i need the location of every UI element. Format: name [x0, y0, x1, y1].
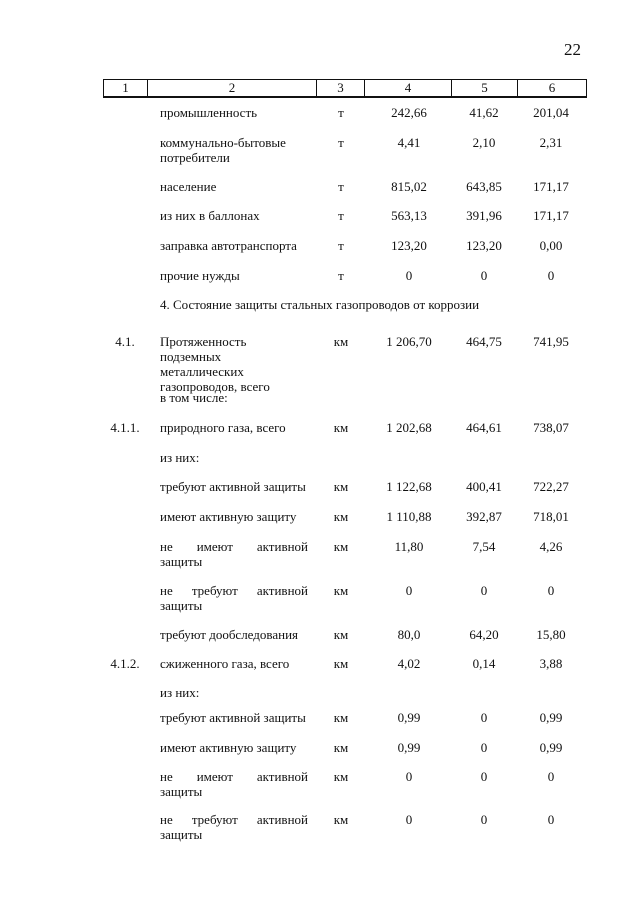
row-value-4: 80,0 [397, 627, 421, 642]
row-value-6: 4,26 [539, 539, 563, 554]
column-number-1: 1 [104, 80, 148, 98]
row-value-4: 1 122,68 [386, 479, 432, 494]
row-value-5: 0 [480, 268, 488, 283]
section-title: 4. Состояние защиты стальных газопроводов от коррозии [160, 297, 480, 312]
row-value-5: 0 [480, 769, 488, 784]
row-value-6: 718,01 [533, 509, 569, 524]
row-value-6: 0,99 [539, 740, 563, 755]
row-value-6: 3,88 [539, 656, 563, 671]
row-value-4: 0 [405, 769, 413, 784]
row-name: имеют активную защиту [160, 509, 297, 524]
row-value-5: 0 [480, 583, 488, 598]
row-value-4: 1 202,68 [386, 420, 432, 435]
row-value-6: 171,17 [533, 179, 569, 194]
column-number-6: 6 [518, 80, 587, 98]
row-value-6: 0 [547, 583, 555, 598]
row-name-line-1: не имеют активной [160, 769, 308, 784]
row-name-line-1: не имеют активной [160, 539, 308, 554]
subheading: в том числе: [160, 390, 228, 405]
column-number-5: 5 [452, 80, 518, 98]
row-name: имеют активную защиту [160, 740, 297, 755]
row-name [160, 135, 308, 165]
row-unit: т [338, 105, 344, 120]
row-value-5: 392,87 [466, 509, 502, 524]
row-value-5: 391,96 [466, 208, 502, 223]
row-name-line-2: потребители [160, 150, 230, 165]
row-unit: т [338, 238, 344, 253]
row-name: промышленность [160, 105, 258, 120]
row-unit: км [333, 539, 349, 554]
row-unit: т [338, 179, 344, 194]
subheading: из них: [160, 450, 200, 465]
row-value-4: 11,80 [394, 539, 424, 554]
row-value-4: 563,13 [391, 208, 427, 223]
row-value-5: 41,62 [469, 105, 499, 120]
row-value-5: 64,20 [469, 627, 499, 642]
row-name-line-2: подземных металлических [160, 349, 244, 379]
row-name: требуют дообследования [160, 627, 299, 642]
row-value-5: 0,14 [472, 656, 496, 671]
row-name-line-1: не требуют активной [160, 583, 308, 598]
row-name-line-2: защиты [160, 827, 203, 842]
row-value-4: 123,20 [391, 238, 427, 253]
row-value-4: 4,41 [397, 135, 421, 150]
row-unit: км [333, 740, 349, 755]
row-value-5: 0 [480, 710, 488, 725]
row-value-5: 7,54 [472, 539, 496, 554]
row-name: прочие нужды [160, 268, 240, 283]
row-unit: км [333, 812, 349, 827]
row-value-4: 1 206,70 [386, 334, 432, 349]
row-name [160, 539, 308, 569]
row-value-5: 0 [480, 812, 488, 827]
row-name: из них в баллонах [160, 208, 260, 223]
row-value-5: 400,41 [466, 479, 502, 494]
row-unit: т [338, 268, 344, 283]
row-value-5: 0 [480, 740, 488, 755]
row-unit: т [338, 135, 344, 150]
row-value-6: 741,95 [533, 334, 569, 349]
row-name [160, 769, 308, 799]
row-value-6: 738,07 [533, 420, 569, 435]
row-unit: т [338, 208, 344, 223]
row-name-line-2: защиты [160, 784, 203, 799]
row-unit: км [333, 769, 349, 784]
row-value-4: 0,99 [397, 740, 421, 755]
column-header-row [103, 79, 587, 98]
row-value-4: 0 [405, 812, 413, 827]
row-unit: км [333, 656, 349, 671]
row-value-4: 1 110,88 [386, 509, 432, 524]
row-value-4: 242,66 [391, 105, 427, 120]
row-value-6: 0 [547, 769, 555, 784]
row-name [160, 812, 308, 842]
row-value-4: 815,02 [391, 179, 427, 194]
row-name-line-1: Протяженность [160, 334, 247, 349]
row-name: требуют активной защиты [160, 479, 306, 494]
row-number: 4.1.2. [110, 656, 140, 671]
row-value-6: 171,17 [533, 208, 569, 223]
subheading: из них: [160, 685, 200, 700]
row-name: требуют активной защиты [160, 710, 306, 725]
column-number-2: 2 [148, 80, 317, 98]
row-name: сжиженного газа, всего [160, 656, 290, 671]
row-value-4: 0 [405, 583, 413, 598]
row-name [160, 583, 308, 613]
row-name: население [160, 179, 217, 194]
row-name-line-2: защиты [160, 554, 203, 569]
row-value-6: 0 [547, 812, 555, 827]
page-number: 22 [564, 40, 581, 59]
row-value-5: 464,61 [466, 420, 502, 435]
column-number-4: 4 [365, 80, 452, 98]
row-number: 4.1. [115, 334, 135, 349]
row-value-6: 0 [547, 268, 555, 283]
row-unit: км [333, 710, 349, 725]
row-name-line-1: коммунально-бытовые [160, 135, 286, 150]
row-unit: км [333, 334, 349, 349]
row-unit: км [333, 420, 349, 435]
row-name-line-1: не требуют активной [160, 812, 308, 827]
row-value-5: 464,75 [466, 334, 502, 349]
row-value-6: 0,00 [539, 238, 563, 253]
row-unit: км [333, 479, 349, 494]
row-value-4: 0 [405, 268, 413, 283]
column-number-3: 3 [317, 80, 365, 98]
row-value-6: 2,31 [539, 135, 563, 150]
row-unit: км [333, 627, 349, 642]
row-value-5: 643,85 [466, 179, 502, 194]
row-unit: км [333, 509, 349, 524]
row-value-6: 15,80 [536, 627, 566, 642]
row-value-6: 722,27 [533, 479, 569, 494]
row-name [160, 334, 308, 394]
row-value-5: 2,10 [472, 135, 496, 150]
row-value-4: 0,99 [397, 710, 421, 725]
row-name-line-2: защиты [160, 598, 203, 613]
row-name: природного газа, всего [160, 420, 286, 435]
row-name: заправка автотранспорта [160, 238, 297, 253]
row-value-4: 4,02 [397, 656, 421, 671]
row-value-6: 201,04 [533, 105, 569, 120]
row-value-5: 123,20 [466, 238, 502, 253]
row-name-line-3: газопроводов, всего [160, 379, 270, 394]
row-value-6: 0,99 [539, 710, 563, 725]
row-unit: км [333, 583, 349, 598]
row-number: 4.1.1. [110, 420, 140, 435]
